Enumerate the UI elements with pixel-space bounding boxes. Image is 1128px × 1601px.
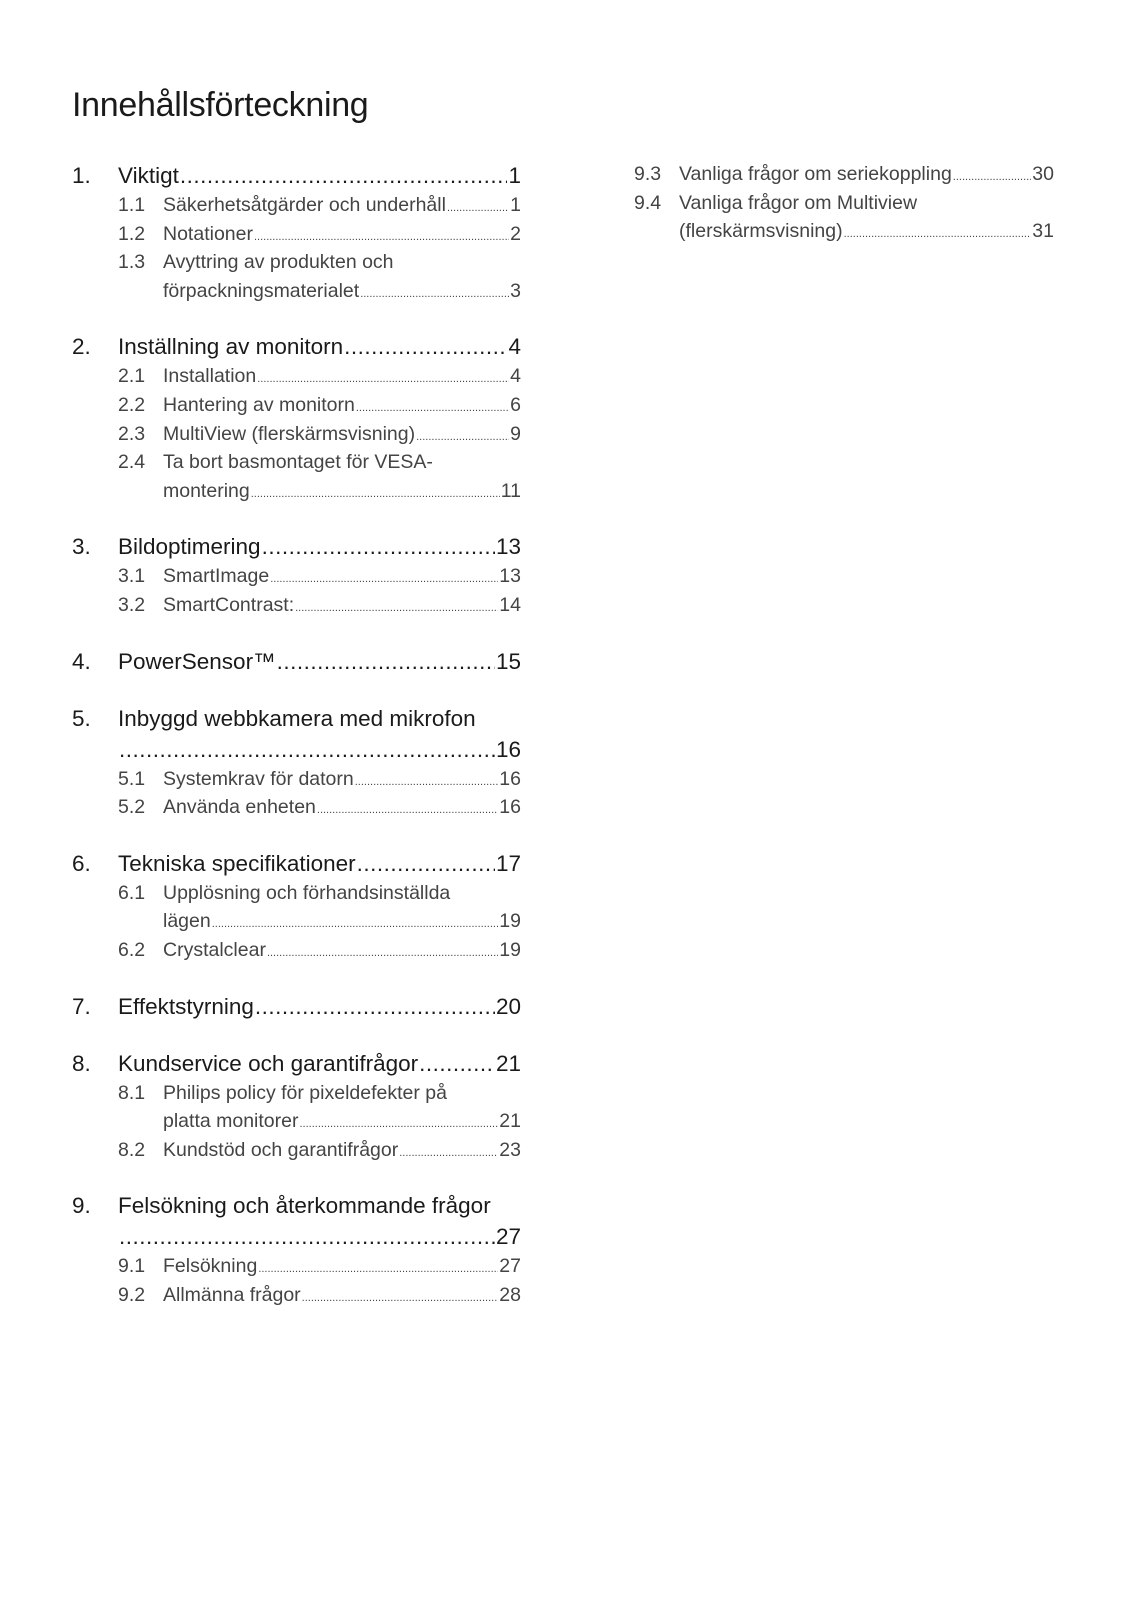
- toc-page-number: 1: [510, 194, 521, 216]
- toc-entry-title: Effektstyrning: [118, 993, 254, 1019]
- leader-dots: [258, 1255, 498, 1284]
- toc-page-number: 21: [499, 1110, 521, 1133]
- leader-dots: [302, 1284, 499, 1313]
- toc-subentry-number: 6.2: [118, 938, 146, 961]
- toc-entry-continuation[interactable]: [72, 1221, 521, 1252]
- leader-dots: [419, 1048, 495, 1079]
- toc-subentry[interactable]: [72, 1136, 521, 1165]
- toc-section: [72, 991, 521, 1022]
- toc-subentry[interactable]: [72, 420, 521, 449]
- toc-subentry-number: 1.2: [118, 222, 146, 245]
- toc-subentry-title: Ta bort basmontaget för VESA-: [163, 451, 433, 474]
- leader-dots: [299, 1110, 498, 1139]
- toc-subentry[interactable]: [634, 160, 1054, 189]
- toc-subentry-title: Upplösning och förhandsinställda: [163, 881, 451, 904]
- toc-subentry[interactable]: [72, 936, 521, 965]
- toc-entry-title: Bildoptimering: [118, 534, 261, 560]
- toc-left-column: [72, 160, 521, 1335]
- toc-page-number: 28: [499, 1283, 521, 1306]
- toc-page-number: 20: [495, 993, 521, 1019]
- toc-subentry-number: 2.1: [118, 365, 146, 388]
- toc-entry-number: 5.: [72, 705, 91, 731]
- toc-entry[interactable]: [72, 331, 521, 362]
- toc-subentry-number: 3.2: [118, 593, 146, 616]
- toc-entry[interactable]: [72, 160, 521, 191]
- toc-page-number: 16: [499, 796, 521, 819]
- toc-page-number: 15: [495, 648, 521, 674]
- toc-subentry-title: Installation: [163, 365, 257, 388]
- toc-section: [72, 848, 521, 965]
- toc-subentry-number: 1.3: [118, 251, 146, 274]
- toc-section: [72, 1048, 521, 1165]
- toc-subentry[interactable]: [72, 765, 521, 794]
- toc-page-number: 31: [1032, 220, 1054, 243]
- leader-dots: [356, 394, 509, 423]
- leader-dots: [295, 594, 498, 623]
- leader-dots: [267, 939, 498, 968]
- toc-entry-number: 2.: [72, 334, 91, 360]
- toc-subentry[interactable]: [634, 189, 1054, 218]
- toc-subentry-title: Hantering av monitorn: [163, 393, 355, 416]
- toc-subentry-title: förpackningsmaterialet: [163, 279, 360, 302]
- toc-page-number: 6: [510, 393, 521, 416]
- toc-page-number: 27: [499, 1255, 521, 1278]
- toc-subentry-title: Vanliga frågor om Multiview: [679, 191, 918, 214]
- toc-subentry-number: 9.4: [634, 191, 662, 214]
- toc-section: [72, 703, 521, 822]
- toc-subentry-title: lägen: [163, 910, 211, 933]
- toc-entry-number: 3.: [72, 534, 91, 560]
- toc-entry-number: 1.: [72, 163, 91, 188]
- toc-section: [72, 331, 521, 505]
- toc-entry-title: Inställning av monitorn: [118, 334, 344, 360]
- toc-subentry[interactable]: [634, 217, 1054, 246]
- toc-subentry[interactable]: [72, 907, 521, 936]
- toc-entry[interactable]: [72, 1048, 521, 1079]
- toc-right-column: [634, 160, 1054, 246]
- toc-subentry-title: Använda enheten: [163, 796, 316, 819]
- toc-subentry-title: platta monitorer: [163, 1110, 299, 1133]
- toc-subentry[interactable]: [72, 362, 521, 391]
- toc-subentry[interactable]: [72, 591, 521, 620]
- toc-subentry-number: 5.1: [118, 767, 146, 790]
- toc-page-number: 14: [499, 593, 521, 616]
- toc-subentry[interactable]: [72, 793, 521, 822]
- leader-dots: [447, 194, 509, 223]
- toc-entry-number: 9.: [72, 1193, 91, 1219]
- leader-dots: [844, 220, 1032, 249]
- toc-page-number: 16: [499, 767, 521, 790]
- toc-subentry[interactable]: [72, 248, 521, 277]
- toc-page-number: 19: [499, 910, 521, 933]
- toc-subentry[interactable]: [72, 391, 521, 420]
- toc-entry-title: Tekniska specifikationer: [118, 850, 356, 876]
- toc-subentry-title: Säkerhetsåtgärder och underhåll: [163, 194, 446, 216]
- toc-page-number: 16: [495, 736, 521, 762]
- toc-subentry-title: SmartContrast:: [163, 593, 295, 616]
- toc-page-number: 11: [500, 479, 521, 502]
- leader-dots: [344, 331, 507, 362]
- toc-subentry[interactable]: [72, 1281, 521, 1310]
- toc-subentry-title: Systemkrav för datorn: [163, 767, 354, 790]
- toc-page-number: 30: [1032, 163, 1054, 185]
- leader-dots: [357, 848, 495, 879]
- toc-entry-number: 6.: [72, 850, 91, 876]
- leader-dots: [399, 1139, 498, 1168]
- leader-dots: [257, 365, 509, 394]
- toc-subentry[interactable]: [72, 191, 521, 220]
- toc-subentry-title: Felsökning: [163, 1255, 258, 1278]
- toc-page-number: 19: [499, 938, 521, 961]
- leader-dots: [953, 163, 1032, 192]
- toc-entry-title: Kundservice och garantifrågor: [118, 1050, 419, 1076]
- toc-page-number: 4: [508, 334, 521, 360]
- toc-subentry-number: 9.2: [118, 1283, 146, 1306]
- toc-subentry[interactable]: [72, 562, 521, 591]
- leader-dots: [317, 796, 498, 825]
- toc-section: [72, 160, 521, 305]
- toc-page-number: 27: [495, 1224, 521, 1250]
- toc-subentry-number: 2.4: [118, 451, 146, 474]
- toc-page-number: 21: [495, 1050, 521, 1076]
- leader-dots: [255, 991, 495, 1022]
- toc-subentry-number: 6.1: [118, 881, 146, 904]
- toc-entry[interactable]: [72, 531, 521, 562]
- toc-entry-title: PowerSensor™: [118, 648, 276, 674]
- toc-page-number: 17: [495, 850, 521, 876]
- toc-subentry-number: 2.3: [118, 422, 146, 445]
- toc-subentry-number: 2.2: [118, 393, 146, 416]
- toc-subentry-number: 9.1: [118, 1255, 146, 1278]
- leader-dots: [212, 910, 499, 939]
- toc-subentry-title: (flerskärmsvisning): [679, 220, 843, 243]
- toc-subentry-title: montering: [163, 479, 250, 502]
- toc-subentry-title: Philips policy för pixeldefekter på: [163, 1081, 447, 1104]
- toc-entry-number: 4.: [72, 648, 91, 674]
- toc-entry[interactable]: [72, 703, 521, 734]
- toc-subentry-title: Vanliga frågor om seriekoppling: [679, 163, 952, 185]
- leader-dots: [355, 768, 499, 797]
- toc-subentry-number: 5.2: [118, 796, 146, 819]
- toc-entry[interactable]: [72, 1190, 521, 1221]
- toc-section: [72, 531, 521, 619]
- toc-entry[interactable]: [72, 646, 521, 677]
- toc-subentry-title: Avyttring av produkten och: [163, 251, 394, 274]
- leader-dots: [262, 531, 495, 562]
- toc-entry-title: Viktigt: [118, 163, 179, 188]
- toc-subentry-title: Kundstöd och garantifrågor: [163, 1138, 399, 1161]
- toc-entry-number: 7.: [72, 993, 91, 1019]
- toc-page-number: 3: [510, 279, 521, 302]
- toc-page-number: 9: [510, 422, 521, 445]
- toc-subentry[interactable]: [72, 277, 521, 306]
- toc-subentry[interactable]: [72, 220, 521, 249]
- toc-entry[interactable]: [72, 991, 521, 1022]
- toc-subentry-title: SmartImage: [163, 565, 270, 588]
- leader-dots: [270, 565, 498, 594]
- leader-dots: [180, 160, 508, 191]
- toc-subentry[interactable]: [72, 1107, 521, 1136]
- toc-subentry-title: MultiView (flerskärmsvisning): [163, 422, 416, 445]
- toc-page-number: 2: [510, 222, 521, 245]
- leader-dots: [254, 223, 509, 252]
- leader-dots: [277, 646, 495, 677]
- toc-section: [72, 1190, 521, 1309]
- toc-subentry[interactable]: [72, 879, 521, 908]
- toc-page-number: 23: [499, 1138, 521, 1161]
- toc-subentry-title: Notationer: [163, 222, 253, 245]
- toc-page-number: 13: [499, 565, 521, 588]
- toc-page-number: 13: [495, 534, 521, 560]
- toc-subentry[interactable]: [72, 1079, 521, 1108]
- toc-subentry[interactable]: [72, 477, 521, 506]
- leader-dots: [119, 1221, 495, 1252]
- toc-subentry-number: 3.1: [118, 565, 146, 588]
- leader-dots: [360, 280, 509, 309]
- toc-entry-title: Inbyggd webbkamera med mikrofon: [118, 705, 476, 731]
- toc-entry-number: 8.: [72, 1050, 91, 1076]
- toc-subentry[interactable]: [72, 1252, 521, 1281]
- toc-subentry-number: 8.2: [118, 1138, 146, 1161]
- leader-dots: [119, 734, 495, 765]
- toc-subentry-title: Crystalclear: [163, 938, 266, 961]
- toc-subentry-title: Allmänna frågor: [163, 1283, 301, 1306]
- toc-subentry-number: 8.1: [118, 1081, 146, 1104]
- toc-entry-continuation[interactable]: [72, 734, 521, 765]
- toc-section: [72, 646, 521, 677]
- toc-subentry-number: 9.3: [634, 163, 662, 185]
- toc-entry[interactable]: [72, 848, 521, 879]
- toc-entry-title: Felsökning och återkommande frågor: [118, 1193, 491, 1219]
- page-title: Innehållsförteckning: [72, 86, 369, 124]
- toc-page-number: 4: [510, 365, 521, 388]
- toc-page-number: 1: [508, 163, 521, 188]
- toc-subentry[interactable]: [72, 448, 521, 477]
- leader-dots: [251, 480, 500, 509]
- toc-subentry-number: 1.1: [118, 194, 146, 216]
- leader-dots: [416, 423, 509, 452]
